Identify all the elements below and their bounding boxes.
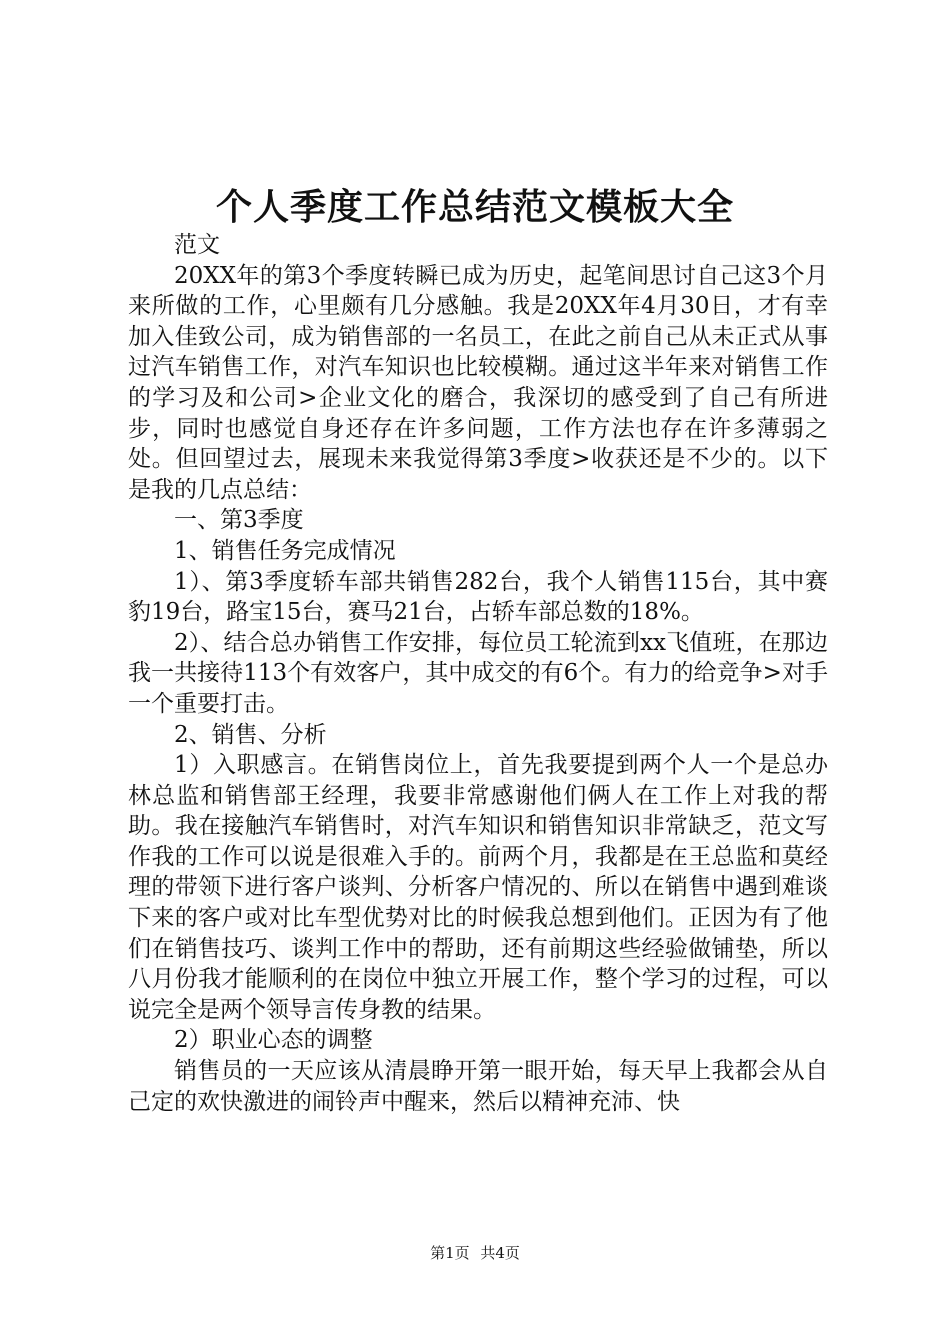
paragraph-daily-routine: 销售员的一天应该从清晨睁开第一眼开始，每天早上我都会从自己定的欢快激进的闹铃声中醒来，然后以精神充沛、快: [128, 1058, 828, 1115]
heading-mindset: 2）职业心态的调整: [174, 1027, 373, 1054]
paragraph-item-1: 1）、第3季度轿车部共销售282台，我个人销售115台，其中赛豹19台，路宝15台，赛马21台，占轿车部总数的18%。: [128, 568, 828, 626]
heading-sales-analysis: 2、销售、分析: [174, 721, 327, 748]
page-footer: [0, 1242, 950, 1264]
paragraph-intro: 20XX年的第3个季度转瞬已成为历史，起笔间思讨自己这3个月来所做的工作，心里颇有几分感触。我是20XX年4月30日，才有幸加入佳致公司，成为销售部的一名员工，在此之前自己从未正式从事过汽车销售工作，对汽车知识也比较模糊。通过这半年来对销售工作的学习及和公司>企业文化的磨合，我深切的感受到了自己有所进步，同时也感觉自身还存在许多问题，工作方法也存在许多薄弱之处。但回望过去，展现未来我觉得第3季度>收获还是不少的。以下是我的几点总结：: [128, 262, 828, 503]
document-title: 个人季度工作总结范文模板大全: [215, 186, 734, 228]
document-body: [128, 230, 828, 1117]
page-total: 共4页: [480, 1244, 520, 1262]
paragraph-onboarding: 1）入职感言。在销售岗位上，首先我要提到两个人一个是总办林总监和销售部王经理，我要非常感谢他们俩人在工作上对我的帮助。我在接触汽车销售时，对汽车知识和销售知识非常缺乏，范文写作我的工作可以说是很难入手的。前两个月，我都是在王总监和莫经理的带领下进行客户谈判、分析客户情况的、所以在销售中遇到难谈下来的客户或对比车型优势对比的时候我总想到他们。正因为有了他们在销售技巧、谈判工作中的帮助，还有前期这些经验做铺垫，所以八月份我才能顺利的在岗位中独立开展工作，整个学习的过程，可以说完全是两个领导言传身教的结果。: [128, 752, 828, 1023]
page-number: 第1页: [430, 1244, 470, 1262]
paragraph-fanwen: 范文: [174, 232, 220, 258]
heading-sales-tasks: 1、销售任务完成情况: [174, 537, 396, 564]
heading-section-one: 一、第3季度: [174, 507, 304, 534]
paragraph-item-2: 2）、结合总办销售工作安排，每位员工轮流到xx飞值班，在那边我一共接待113个有效客户，其中成交的有6个。有力的给竞争>对手一个重要打击。: [128, 629, 828, 717]
